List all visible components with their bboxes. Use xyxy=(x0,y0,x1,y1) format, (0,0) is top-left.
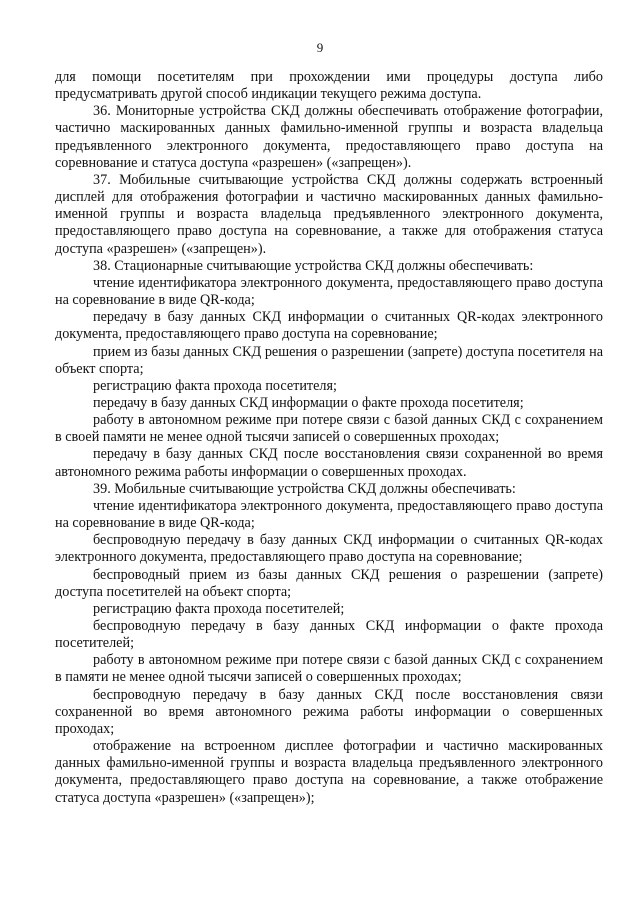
paragraph: для помощи посетителям при прохождении ими процедуры доступа либо предусматривать другой способ индикации текущего режима доступа. xyxy=(55,69,603,103)
list-item: работу в автономном режиме при потере связи с базой данных СКД с сохранением в своей памяти не менее одной тысячи записей о совершенных проходах; xyxy=(55,412,603,446)
list-item: регистрацию факта прохода посетителя; xyxy=(93,377,337,394)
document-body xyxy=(55,69,603,807)
list-item: передачу в базу данных СКД информации о факте прохода посетителя; xyxy=(93,394,524,411)
list-item: прием из базы данных СКД решения о разрешении (запрете) доступа посетителя на объект спорта; xyxy=(55,343,603,377)
paragraph-item-37: 37. Мобильные считывающие устройства СКД должны содержать встроенный дисплей для отображения фотографии и частично маскированных данных фамильно-именной группы и возраста владельца предъявленного электронного документа, предоставляющего право доступа на соревнование, а также для отображения статуса доступа «разрешен» («запрещен»). xyxy=(55,171,603,257)
list-item: беспроводный прием из базы данных СКД решения о разрешении (запрете) доступа посетителей на объект спорта; xyxy=(55,566,603,600)
paragraph-item-38: 38. Стационарные считывающие устройства СКД должны обеспечивать: xyxy=(93,257,534,274)
list-item: регистрацию факта прохода посетителей; xyxy=(93,600,345,617)
list-item: беспроводную передачу в базу данных СКД после восстановления связи сохраненной во время автономного режима работы информации о совершенных проходах; xyxy=(55,686,603,737)
page-number: 9 xyxy=(316,40,324,55)
list-item: отображение на встроенном дисплее фотографии и частично маскированных данных фамильно-именной группы и возраста владельца предъявленного электронного документа, предоставляющего право доступа на соревнование, а также отображение статуса доступа «разрешен» («запрещен»); xyxy=(55,738,603,806)
list-item: чтение идентификатора электронного документа, предоставляющего право доступа на соревнование в виде QR-кода; xyxy=(55,497,603,532)
paragraph-item-36: 36. Мониторные устройства СКД должны обеспечивать отображение фотографии, частично маскированных данных фамильно-именной группы и возраста владельца предъявленного электронного документа, предоставляющего право доступа на соревнование и статуса доступа «разрешен» («запрещен»). xyxy=(55,103,603,171)
list-item: работу в автономном режиме при потере связи с базой данных СКД с сохранением в памяти не менее одной тысячи записей о совершенных проходах; xyxy=(55,652,603,686)
list-item: беспроводную передачу в базу данных СКД информации о считанных QR-кодах электронного документа, предоставляющего право доступа на соревнование; xyxy=(55,532,603,566)
list-item: беспроводную передачу в базу данных СКД информации о факте прохода посетителей; xyxy=(55,618,603,652)
paragraph-item-39: 39. Мобильные считывающие устройства СКД должны обеспечивать: xyxy=(93,480,516,497)
list-item: передачу в базу данных СКД информации о считанных QR-кодах электронного документа, предоставляющего право доступа на соревнование; xyxy=(55,309,603,343)
list-item: передачу в базу данных СКД после восстановления связи сохраненной во время автономного режима работы информации о совершенных проходах. xyxy=(55,446,603,480)
list-item: чтение идентификатора электронного документа, предоставляющего право доступа на соревнование в виде QR-кода; xyxy=(55,274,603,309)
